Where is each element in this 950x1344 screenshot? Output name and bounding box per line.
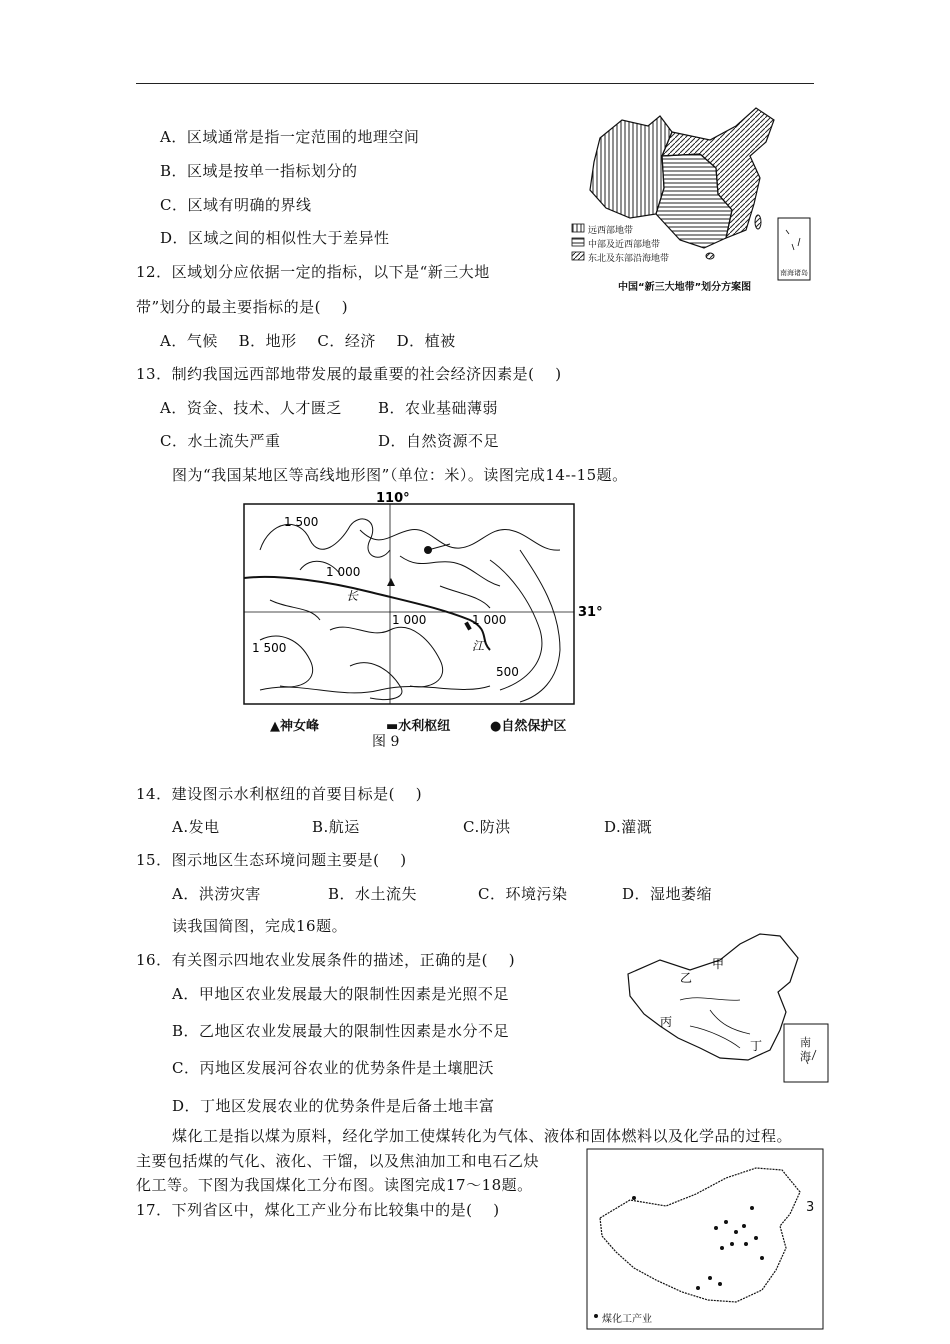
q12-options: A．气候 B．地形 C．经济 D．植被 bbox=[160, 332, 456, 350]
q13-option-c: C．水土流失严重 bbox=[160, 432, 281, 450]
map1-caption: 中国“新三大地带”划分方案图 bbox=[618, 282, 752, 293]
q14-option-d: D.灌溉 bbox=[604, 818, 653, 836]
q11-option-c: C．区域有明确的界线 bbox=[160, 196, 312, 214]
label-bing: 丙 bbox=[660, 1015, 673, 1029]
three-belts-map bbox=[560, 98, 816, 294]
lon-label: 110° bbox=[376, 491, 410, 506]
q16-option-c: C．丙地区发展河谷农业的优势条件是土壤肥沃 bbox=[172, 1059, 494, 1077]
q13-option-a: A．资金、技术、人才匮乏 bbox=[160, 399, 342, 417]
contour-1000-a: 1 000 bbox=[326, 565, 361, 579]
legend-peak: ▲神女峰 bbox=[270, 719, 319, 734]
legend-far-west: 远西部地带 bbox=[588, 226, 634, 236]
q14-stem: 14．建设图示水利枢纽的首要目标是( ) bbox=[136, 785, 423, 803]
q12-stem-line2: 带”划分的最主要指标的是( ) bbox=[136, 298, 349, 316]
inset-label: 南海诸岛 bbox=[780, 269, 808, 277]
intro-17-line1: 煤化工是指以煤为原料，经化学加工使煤转化为气体、液体和固体燃料以及化学品的过程。 bbox=[172, 1127, 793, 1145]
q13-stem: 13．制约我国远西部地带发展的最重要的社会经济因素是( ) bbox=[136, 365, 562, 383]
header-rule bbox=[136, 83, 814, 84]
q14-option-b: B.航运 bbox=[312, 818, 360, 836]
intro-17-line2: 主要包括煤的气化、液化、干馏，以及焦油加工和电石乙炔 bbox=[136, 1152, 540, 1170]
legend-central: 中部及近西部地带 bbox=[588, 240, 661, 250]
q14-option-c: C.防洪 bbox=[463, 818, 511, 836]
q15-option-b: B．水土流失 bbox=[328, 885, 418, 903]
river-label-jiang: 江 bbox=[472, 639, 485, 653]
q15-option-d: D．湿地萎缩 bbox=[622, 885, 713, 903]
q11-option-b: B．区域是按单一指标划分的 bbox=[160, 162, 358, 180]
contour-map bbox=[240, 490, 610, 752]
legend-reserve: ●自然保护区 bbox=[490, 719, 567, 734]
q15-option-a: A．洪涝灾害 bbox=[172, 885, 261, 903]
coal-legend: 煤化工产业 bbox=[602, 1314, 652, 1325]
q11-option-a: A．区域通常是指一定范围的地理空间 bbox=[160, 128, 420, 146]
intro-17-line3: 化工等。下图为我国煤化工分布图。读图完成17～18题。 bbox=[136, 1176, 533, 1194]
coal-chemical-map bbox=[586, 1148, 824, 1330]
legend-east: 东北及东部沿海地带 bbox=[588, 254, 670, 264]
q12-stem-line1: 12．区域划分应依据一定的指标，以下是“新三大地 bbox=[136, 263, 490, 281]
page-number: 3 bbox=[806, 1200, 815, 1215]
contour-1000-c: 1 000 bbox=[472, 613, 507, 627]
intro-16: 读我国简图，完成16题。 bbox=[172, 917, 348, 935]
inset-south-sea-label: 南 海 bbox=[800, 1036, 811, 1063]
label-jia: 甲 bbox=[712, 957, 725, 971]
contour-1500-b: 1 500 bbox=[252, 641, 287, 655]
contour-500: 500 bbox=[496, 665, 519, 679]
q13-option-d: D．自然资源不足 bbox=[378, 432, 500, 450]
contour-1000-b: 1 000 bbox=[392, 613, 427, 627]
china-sketch-map bbox=[620, 930, 834, 1086]
q17-stem: 17．下列省区中，煤化工产业分布比较集中的是( ) bbox=[136, 1201, 500, 1219]
q16-option-d: D．丁地区发展农业的优势条件是后备土地丰富 bbox=[172, 1097, 495, 1115]
q16-stem: 16．有关图示四地农业发展条件的描述，正确的是( ) bbox=[136, 951, 516, 969]
intro-14-15: 图为“我国某地区等高线地形图”（单位：米）。读图完成14--15题。 bbox=[172, 466, 628, 484]
legend-dam: ▬水利枢纽 bbox=[386, 719, 451, 734]
fig-9-label: 图 9 bbox=[372, 734, 400, 750]
label-ding: 丁 bbox=[750, 1039, 763, 1053]
q14-option-a: A.发电 bbox=[172, 818, 220, 836]
q13-option-b: B．农业基础薄弱 bbox=[378, 399, 499, 417]
lat-label: 31° bbox=[578, 605, 603, 620]
contour-1500-a: 1 500 bbox=[284, 515, 319, 529]
q15-stem: 15．图示地区生态环境问题主要是( ) bbox=[136, 851, 407, 869]
q16-option-a: A．甲地区农业发展最大的限制性因素是光照不足 bbox=[172, 985, 509, 1003]
q11-option-d: D．区域之间的相似性大于差异性 bbox=[160, 229, 390, 247]
label-yi: 乙 bbox=[680, 971, 693, 985]
q16-option-b: B．乙地区农业发展最大的限制性因素是水分不足 bbox=[172, 1022, 510, 1040]
q15-option-c: C．环境污染 bbox=[478, 885, 568, 903]
river-label-chang: 长 bbox=[346, 589, 359, 603]
